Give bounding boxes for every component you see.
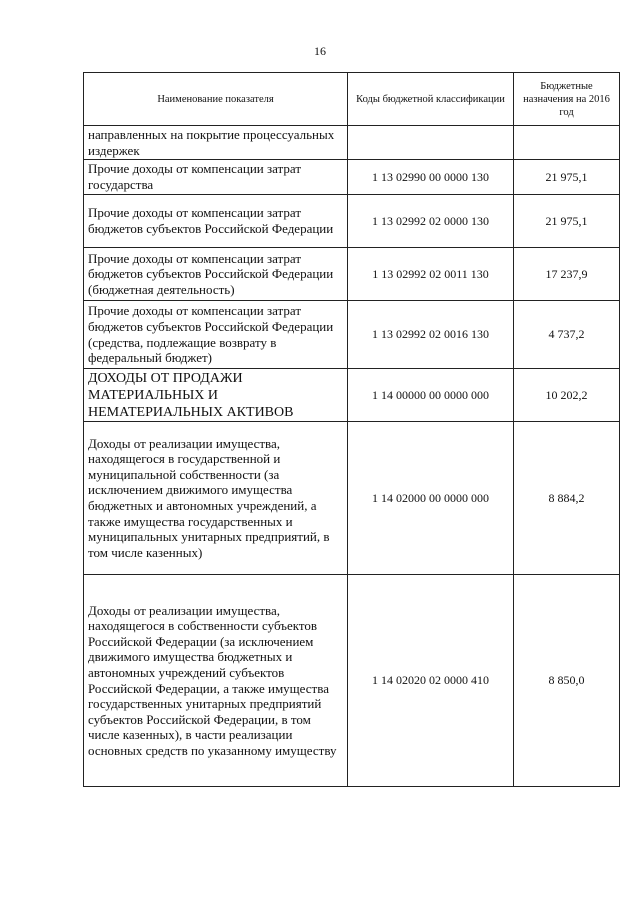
row-name: Прочие доходы от компенсации затрат бюджетов субъектов Российской Федерации (средства, подлежащие возврату в федеральный бюджет) bbox=[84, 301, 348, 369]
table-row bbox=[84, 422, 620, 575]
table-row bbox=[84, 301, 620, 369]
row-name: Доходы от реализации имущества, находящегося в собственности субъектов Российской Федерации (за исключением движимого имущества бюджетных и автономных учреждений субъектов Российской Федерации, а также имущества государственных унитарных предприятий субъектов Российской Федерации, в том числе казенных), в части реализации основных средств по указанному имуществу bbox=[84, 575, 348, 787]
row-amount: 10 202,2 bbox=[514, 369, 620, 422]
row-code: 1 13 02992 02 0000 130 bbox=[348, 195, 514, 248]
row-code bbox=[348, 126, 514, 160]
header-name: Наименование показателя bbox=[84, 73, 348, 126]
row-name: направленных на покрытие процессуальных издержек bbox=[84, 126, 348, 160]
table-row bbox=[84, 575, 620, 787]
row-amount: 4 737,2 bbox=[514, 301, 620, 369]
row-amount: 8 884,2 bbox=[514, 422, 620, 575]
table-row bbox=[84, 248, 620, 301]
row-amount bbox=[514, 126, 620, 160]
row-name: Прочие доходы от компенсации затрат бюджетов субъектов Российской Федерации (бюджетная деятельность) bbox=[84, 248, 348, 301]
row-amount: 17 237,9 bbox=[514, 248, 620, 301]
row-name: Прочие доходы от компенсации затрат государства bbox=[84, 160, 348, 195]
header-amount: Бюджетные назначения на 2016 год bbox=[514, 73, 620, 126]
row-code: 1 13 02992 02 0011 130 bbox=[348, 248, 514, 301]
header-code: Коды бюджетной классификации bbox=[348, 73, 514, 126]
table-row bbox=[84, 195, 620, 248]
row-code: 1 14 00000 00 0000 000 bbox=[348, 369, 514, 422]
table-row bbox=[84, 126, 620, 160]
row-code: 1 13 02990 00 0000 130 bbox=[348, 160, 514, 195]
row-amount: 21 975,1 bbox=[514, 195, 620, 248]
budget-table bbox=[83, 72, 620, 787]
table-row bbox=[84, 160, 620, 195]
row-amount: 21 975,1 bbox=[514, 160, 620, 195]
row-name: Доходы от реализации имущества, находящегося в государственной и муниципальной собственности (за исключением движимого имущества бюджетных и автономных учреждений, а также имущества государственных и муниципальных унитарных предприятий, в том числе казенных) bbox=[84, 422, 348, 575]
page-number: 16 bbox=[314, 44, 326, 58]
row-name: ДОХОДЫ ОТ ПРОДАЖИ МАТЕРИАЛЬНЫХ И НЕМАТЕРИАЛЬНЫХ АКТИВОВ bbox=[84, 369, 348, 422]
row-code: 1 14 02000 00 0000 000 bbox=[348, 422, 514, 575]
table-header-row bbox=[84, 73, 620, 126]
row-code: 1 13 02992 02 0016 130 bbox=[348, 301, 514, 369]
row-amount: 8 850,0 bbox=[514, 575, 620, 787]
row-code: 1 14 02020 02 0000 410 bbox=[348, 575, 514, 787]
row-name: Прочие доходы от компенсации затрат бюджетов субъектов Российской Федерации bbox=[84, 195, 348, 248]
table-row bbox=[84, 369, 620, 422]
